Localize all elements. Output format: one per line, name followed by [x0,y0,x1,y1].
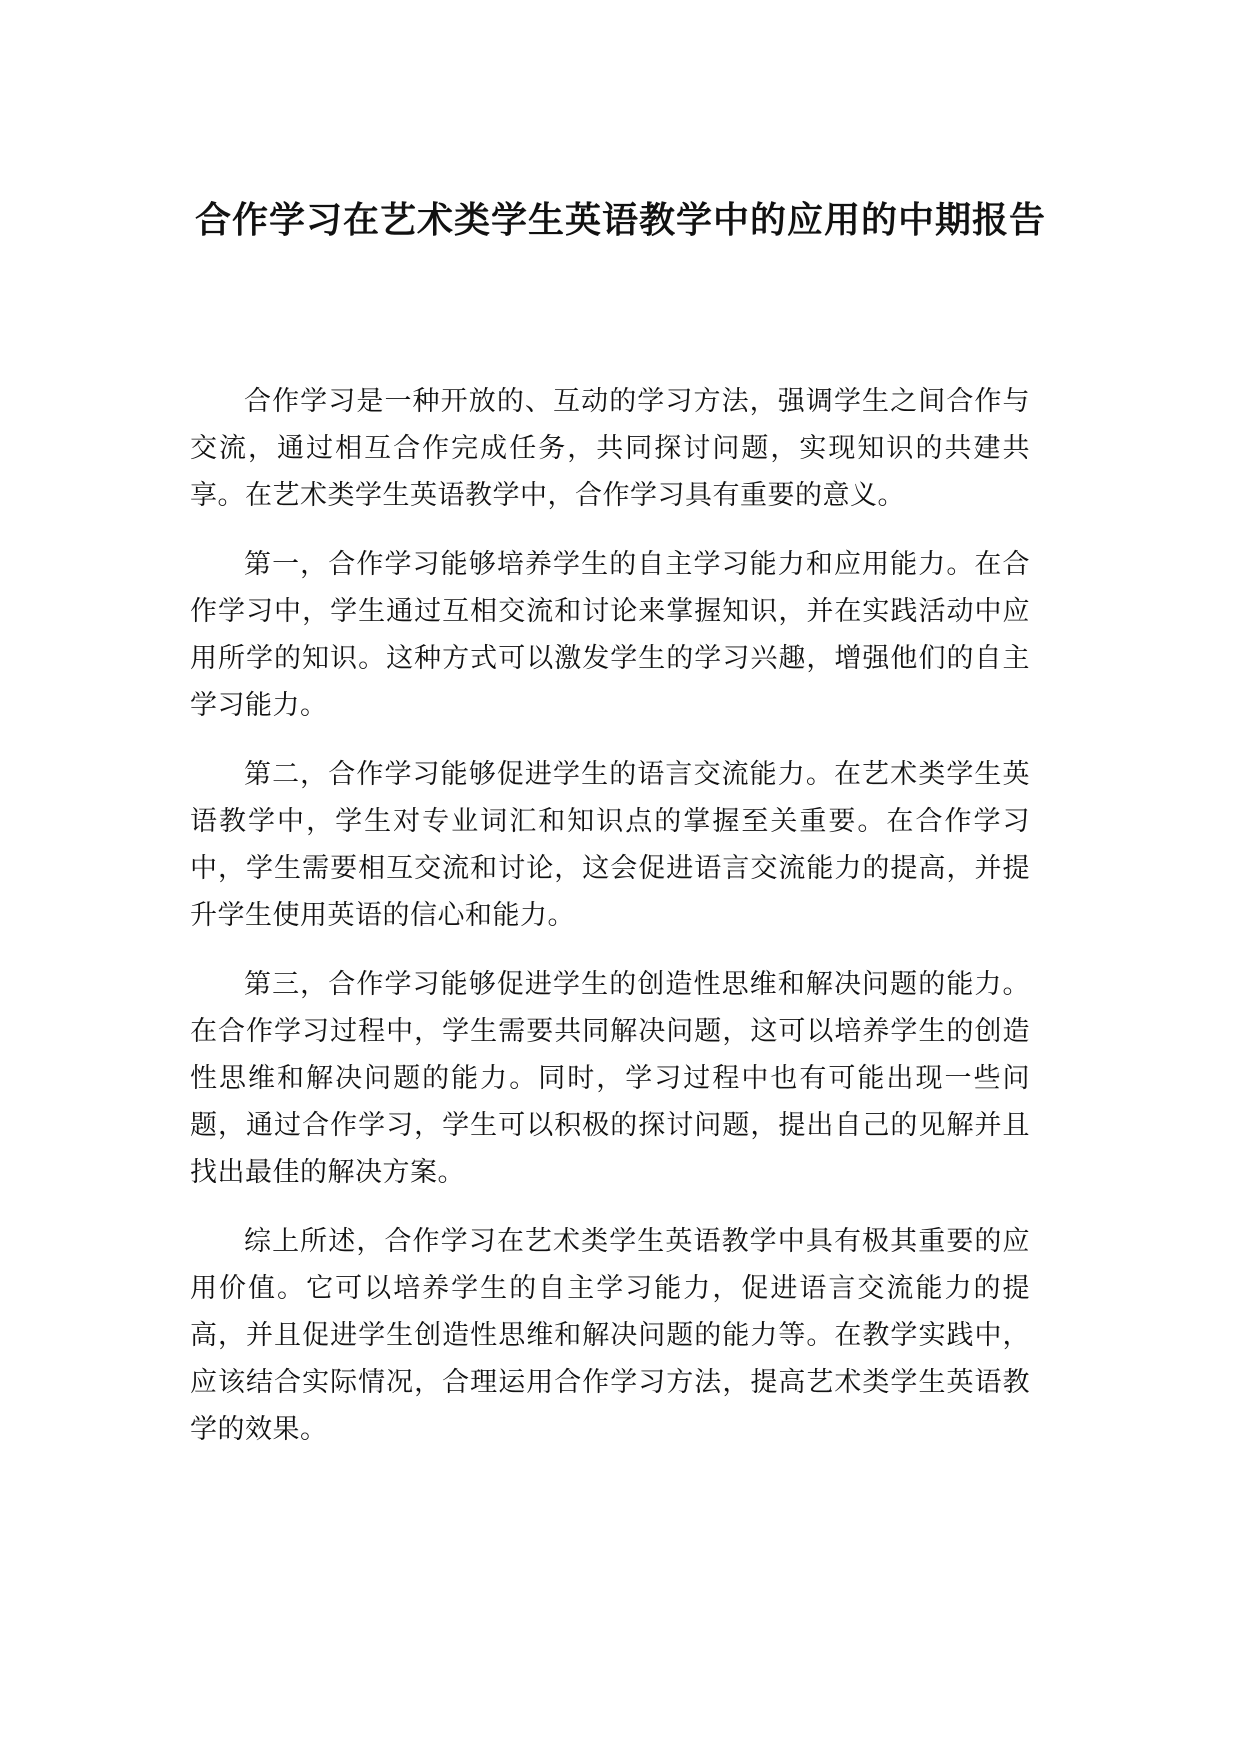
document-title: 合作学习在艺术类学生英语教学中的应用的中期报告 [194,200,1046,241]
document-body [190,378,1030,1475]
paragraph-second-point: 第二，合作学习能够促进学生的语言交流能力。在艺术类学生英语教学中，学生对专业词汇和知识点的掌握至关重要。在合作学习中，学生需要相互交流和讨论，这会促进语言交流能力的提高，并提升学生使用英语的信心和能力。 [190,759,1030,931]
paragraph-conclusion: 综上所述，合作学习在艺术类学生英语教学中具有极其重要的应用价值。它可以培养学生的自主学习能力，促进语言交流能力的提高，并且促进学生创造性思维和解决问题的能力等。在教学实践中，应该结合实际情况，合理运用合作学习方法，提高艺术类学生英语教学的效果。 [190,1226,1030,1445]
paragraph-third-point: 第三，合作学习能够促进学生的创造性思维和解决问题的能力。在合作学习过程中，学生需要共同解决问题，这可以培养学生的创造性思维和解决问题的能力。同时，学习过程中也有可能出现一些问题，通过合作学习，学生可以积极的探讨问题，提出自己的见解并且找出最佳的解决方案。 [190,969,1030,1188]
paragraph-first-point: 第一，合作学习能够培养学生的自主学习能力和应用能力。在合作学习中，学生通过互相交流和讨论来掌握知识，并在实践活动中应用所学的知识。这种方式可以激发学生的学习兴趣，增强他们的自主学习能力。 [190,549,1030,721]
paragraph-intro: 合作学习是一种开放的、互动的学习方法，强调学生之间合作与交流，通过相互合作完成任务，共同探讨问题，实现知识的共建共享。在艺术类学生英语教学中，合作学习具有重要的意义。 [190,386,1030,511]
